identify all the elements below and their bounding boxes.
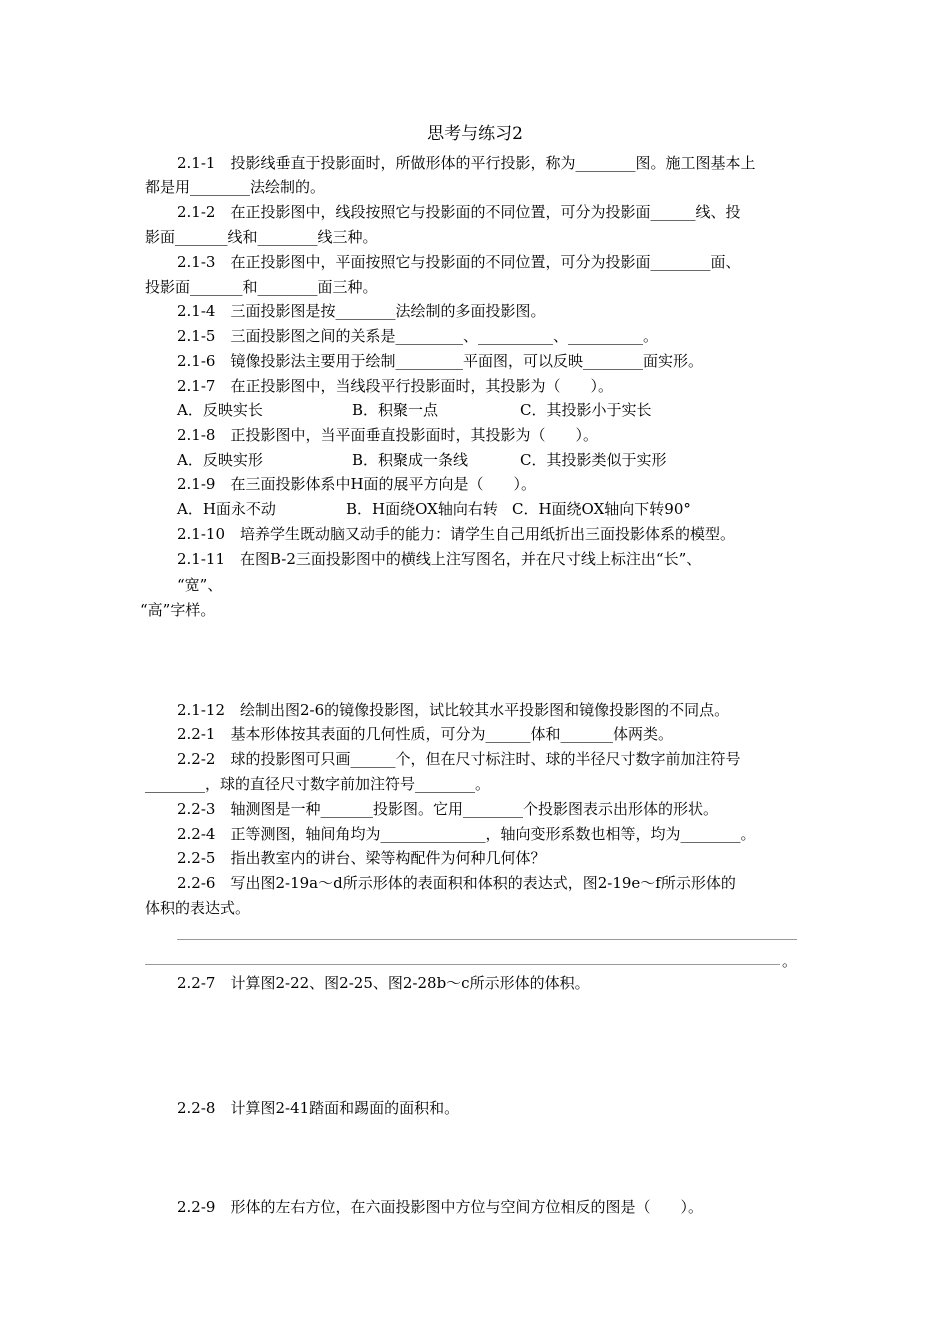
question-2-1-10: 2.1-10 培养学生既动脑又动手的能力：请学生自己用纸折出三面投影体系的模型。 [177, 525, 736, 543]
question-2-2-4: 2.2-4 正等测图，轴间角均为______________，轴向变形系数也相等，均为________。 [177, 825, 756, 843]
question-2-1-3-cont: 投影面_______和________面三种。 [145, 278, 378, 296]
option-a: A．反映实形 [177, 451, 263, 469]
question-2-1-3: 2.1-3 在正投影图中，平面按照它与投影面的不同位置，可分为投影面________面、 [177, 253, 741, 271]
question-2-1-12: 2.1-12 绘制出图2-6的镜像投影图，试比较其水平投影图和镜像投影图的不同点。 [177, 701, 730, 719]
option-c: C．其投影类似于实形 [520, 451, 667, 469]
option-c: C．H面绕OX轴向下转90° [512, 500, 691, 518]
option-b: B．H面绕OX轴向右转 [346, 500, 498, 518]
question-2-1-8: 2.1-8 正投影图中，当平面垂直投影面时，其投影为（ ）。 [177, 426, 598, 444]
question-2-2-8: 2.2-8 计算图2-41踏面和踢面的面积和。 [177, 1099, 460, 1117]
question-2-2-9: 2.2-9 形体的左右方位，在六面投影图中方位与空间方位相反的图是（ ）。 [177, 1198, 703, 1216]
question-2-1-6: 2.1-6 镜像投影法主要用于绘制_________平面图，可以反映________面实形。 [177, 352, 703, 370]
question-2-2-3: 2.2-3 轴测图是一种_______投影图。它用________个投影图表示出形体的形状。 [177, 800, 718, 818]
option-c: C．其投影小于实长 [520, 401, 652, 419]
option-a: A．反映实长 [177, 401, 263, 419]
question-2-2-6: 2.2-6 写出图2-19a～d所示形体的表面积和体积的表达式，图2-19e～f所示形体的 [177, 874, 736, 892]
question-2-2-5: 2.2-5 指出教室内的讲台、梁等构配件为何种几何体？ [177, 849, 546, 867]
question-2-1-5: 2.1-5 三面投影图之间的关系是_________、__________、__________。 [177, 327, 658, 345]
page-title: 思考与练习2 [427, 124, 523, 144]
option-b: B．积聚成一条线 [352, 451, 469, 469]
question-2-1-11: 2.1-11 在图B-2三面投影图中的横线上注写图名，并在尺寸线上标注出“长”、 [177, 550, 702, 568]
question-2-1-1: 2.1-1 投影线垂直于投影面时，所做形体的平行投影，称为________图。施工图基本上 [177, 154, 756, 172]
question-2-2-6-cont: 体积的表达式。 [145, 899, 251, 917]
option-a: A．H面永不动 [177, 500, 276, 518]
question-2-1-2-cont: 影面_______线和________线三种。 [145, 228, 378, 246]
question-2-1-2: 2.1-2 在正投影图中，线段按照它与投影面的不同位置，可分为投影面______线、投 [177, 203, 741, 221]
question-2-1-9: 2.1-9 在三面投影体系中H面的展平方向是（ ）。 [177, 475, 537, 493]
question-2-2-7: 2.2-7 计算图2-22、图2-25、图2-28b～c所示形体的体积。 [177, 974, 590, 992]
question-2-1-1-cont: 都是用________法绘制的。 [145, 178, 326, 196]
answer-line [177, 939, 797, 940]
question-2-1-7: 2.1-7 在正投影图中，当线段平行投影面时，其投影为（ ）。 [177, 377, 613, 395]
answer-end-mark: 。 [782, 952, 798, 970]
question-2-2-1: 2.2-1 基本形体按其表面的几何性质，可分为______体和_______体两类。 [177, 725, 673, 743]
question-2-1-11-end: “高”字样。 [140, 601, 216, 619]
option-b: B．积聚一点 [352, 401, 439, 419]
answer-line [145, 964, 780, 965]
question-2-2-2-cont: ________，球的直径尺寸数字前加注符号________。 [145, 775, 491, 793]
question-2-1-11-cont: “宽”、 [177, 576, 223, 594]
question-2-1-4: 2.1-4 三面投影图是按________法绘制的多面投影图。 [177, 302, 546, 320]
question-2-2-2: 2.2-2 球的投影图可只画______个，但在尺寸标注时、球的半径尺寸数字前加注符号 [177, 750, 741, 768]
